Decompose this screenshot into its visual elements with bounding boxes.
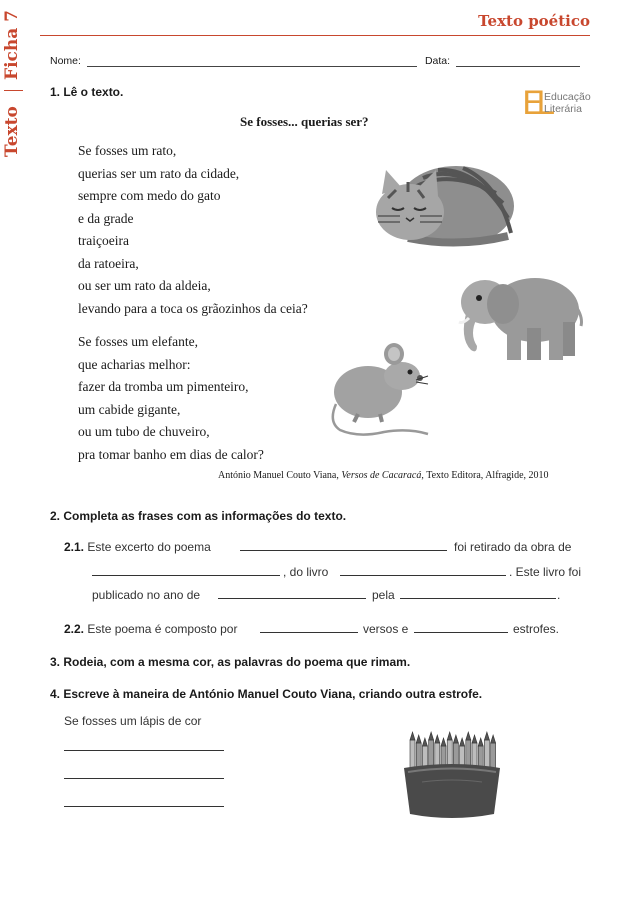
text-fragment: Este poema é composto por	[87, 622, 238, 636]
poem-line: Se fosses um elefante,	[78, 334, 198, 349]
text-fragment: pela	[372, 588, 395, 602]
name-field[interactable]	[87, 57, 417, 67]
date-field[interactable]	[456, 57, 580, 67]
page-title: Texto poético	[478, 12, 590, 30]
source-book: Versos de Cacaracá	[341, 470, 422, 481]
poem-title: Se fosses... querias ser?	[240, 114, 369, 129]
question-4: 4. Escreve à maneira de António Manuel Couto Viana, criando outra estrofe.	[50, 687, 483, 701]
blank-book[interactable]	[340, 575, 506, 576]
poem-line: da ratoeira,	[78, 255, 139, 271]
question-1: 1. Lê o texto.	[50, 85, 124, 99]
item-number: 2.2.	[64, 622, 85, 636]
blank-verses[interactable]	[260, 632, 358, 633]
blank-publisher[interactable]	[400, 598, 556, 599]
logo-mark: EL	[522, 84, 549, 122]
pencil-tip	[447, 732, 452, 740]
poem-line: levando para a toca os grãozinhos da ceia?	[78, 300, 308, 316]
text-fragment: estrofes.	[513, 622, 560, 636]
pencil-tip	[453, 735, 458, 743]
pencil-tip	[410, 732, 415, 740]
poem-line: pra tomar banho em dias de calor?	[78, 446, 264, 462]
poem-line: ou um tubo de chuveiro,	[78, 424, 210, 439]
sentence-2-1-line1	[64, 540, 211, 554]
blank-author[interactable]	[92, 575, 280, 576]
poem-line: sempre com medo do gato	[78, 188, 221, 203]
question-2: 2. Completa as frases com as informações do texto.	[50, 509, 347, 523]
name-date-row	[50, 55, 590, 67]
logo-line1: Educação	[544, 91, 591, 103]
source-publisher: , Texto Editora, Alfragide, 2010	[421, 470, 549, 481]
answer-line-1[interactable]	[64, 750, 224, 751]
pencil-tip	[435, 735, 440, 743]
text-fragment: foi retirado da obra de	[454, 540, 572, 554]
poem-line: Se fosses um rato,	[78, 143, 177, 158]
side-tab-divider	[4, 90, 23, 91]
blank-stanzas[interactable]	[414, 632, 508, 633]
poem-stanza-1	[78, 140, 308, 320]
text-fragment: versos e	[363, 622, 409, 636]
pencils-illustration	[402, 722, 502, 822]
pencil-tip	[484, 732, 489, 740]
poem-line: e da grade	[78, 210, 134, 226]
pencil-tip	[416, 735, 421, 743]
poem-line: fazer da tromba um pimenteiro,	[78, 379, 249, 394]
text-fragment: .	[557, 588, 561, 602]
poem-stanza-2	[78, 331, 264, 466]
cat-illustration	[368, 148, 518, 250]
poem-line: traiçoeira	[78, 233, 129, 248]
side-tab-ficha: Ficha 7	[2, 9, 22, 80]
source-author: António Manuel Couto Viana,	[218, 470, 339, 481]
educacao-literaria-logo	[522, 84, 602, 122]
blank-year[interactable]	[218, 598, 366, 599]
side-tab-texto: Texto	[2, 106, 22, 157]
header-rule	[40, 35, 590, 36]
pencil-tip	[491, 735, 496, 743]
date-label: Data:	[424, 55, 451, 67]
poem-source	[218, 470, 549, 481]
elephant-illustration	[455, 268, 585, 368]
name-label: Nome:	[50, 55, 81, 67]
pencil-tip	[441, 738, 446, 746]
sentence-2-2	[64, 622, 237, 636]
poem-line: que acharias melhor:	[78, 356, 191, 372]
text-fragment: publicado no ano de	[92, 588, 201, 602]
text-fragment: , do livro	[283, 565, 329, 579]
pencil-tip	[466, 732, 471, 740]
pencil-tip	[422, 738, 427, 746]
pencil-tip	[472, 735, 477, 743]
pencil-tip	[429, 732, 434, 740]
item-number: 2.1.	[64, 540, 85, 554]
question-3: 3. Rodeia, com a mesma cor, as palavras do poema que rimam.	[50, 655, 411, 669]
mouse-illustration	[328, 342, 433, 440]
pencil-tip	[478, 738, 483, 746]
answer-line-2[interactable]	[64, 778, 224, 779]
blank-poem-title[interactable]	[240, 550, 447, 551]
text-fragment: Este excerto do poema	[87, 540, 211, 554]
answer-line-3[interactable]	[64, 806, 224, 807]
logo-line2: Literária	[544, 103, 582, 115]
poem-line: um cabide gigante,	[78, 401, 181, 417]
q4-prompt: Se fosses um lápis de cor	[64, 714, 202, 728]
text-fragment: . Este livro foi	[509, 565, 582, 579]
poem-line: querias ser um rato da cidade,	[78, 165, 240, 181]
side-tab	[0, 0, 26, 160]
pencil-tip	[460, 738, 465, 746]
poem-line: ou ser um rato da aldeia,	[78, 278, 211, 293]
